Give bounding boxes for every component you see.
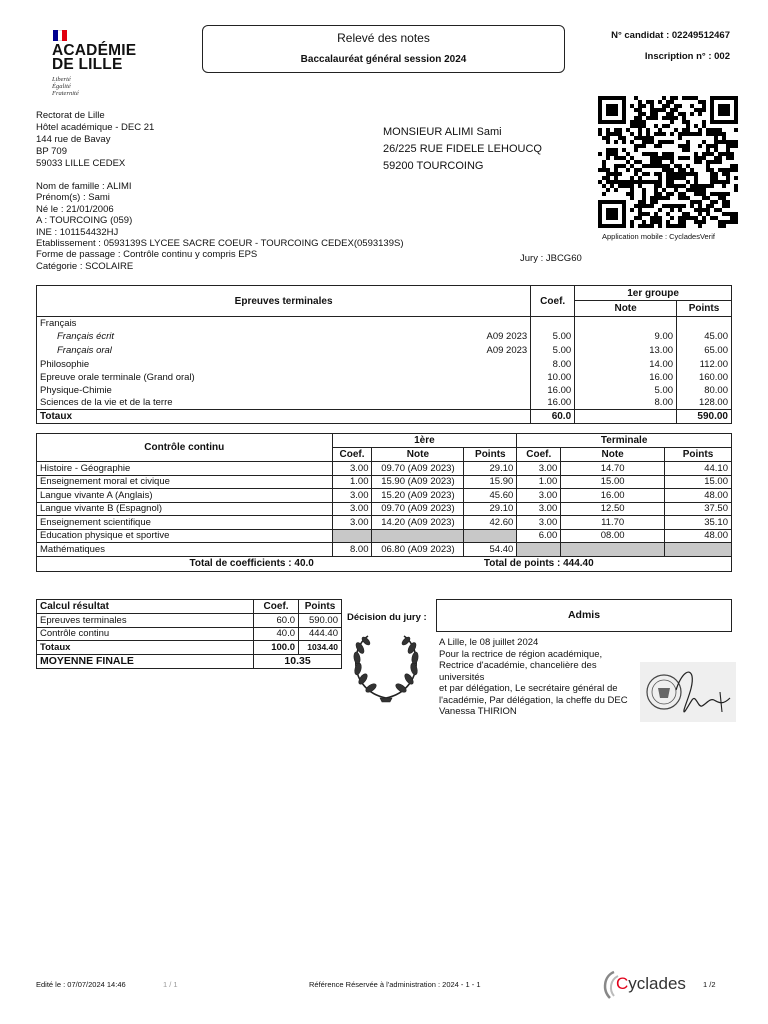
footer-reference: Référence Réservée à l'administration : 2024 - 1 - 1: [309, 980, 481, 989]
jury-code: Jury : JBCG60: [520, 253, 582, 264]
table-row: Epreuve orale terminale (Grand oral) 10.00 16.00 160.00: [37, 371, 732, 384]
candidate-identity: [36, 181, 403, 272]
official-stamp-and-signature-icon: [640, 662, 736, 722]
table-row: Philosophie 8.00 14.00 112.00: [37, 358, 732, 371]
qr-caption: Application mobile : CycladesVerif: [602, 232, 715, 241]
page-number: 1 /2: [703, 980, 716, 989]
document-subtitle: Baccalauréat général session 2024: [300, 54, 467, 65]
total-coefficients: Total de coefficients : 40.0: [37, 556, 464, 571]
signatory-name: Vanessa THIRION: [439, 706, 517, 717]
header-terminale: Terminale: [517, 434, 732, 448]
section-francais: Français: [37, 317, 531, 330]
footer-page-small: 1 / 1: [163, 980, 178, 989]
table-total-row: [37, 410, 732, 424]
cyclades-logo: [600, 968, 692, 1002]
controle-continu-table: Contrôle continu 1ère Terminale Coef. Note Points Coef. Note Points Histoire - Géographie 3.00 09.70 (A09 2023) 29.10 3.00 14.70 44.10 Enseignement moral et civique 1.00 15.90 (A09 2023) 15.90 1.00 15.00 15.00 Langue vivante A (Anglais) 3.00 15.20 (A09 2023) 45.60 3.00 16.00 48.00 Langue vivante B (Espagnol) 3.00 09.70 (A09 2023) 29.10 3.00 12.50 37.50 Enseignement scientifique 3.00 14.20 (A09 2023) 42.60 3.00 11.70 35.10 Education physique et sportive 6.00 08.00 48.00 Mathématiques 8.00 06.80 (A09 2023) 54.40 Total de coefficients : 40.0 Total de points : 444.40: [36, 433, 732, 572]
table-total-row: [37, 556, 732, 571]
total-coef: 60.0: [531, 410, 575, 424]
laurel-seal-icon: [346, 628, 426, 704]
marianne-flag-icon: [53, 30, 67, 41]
identity-forme: Forme de passage : Contrôle continu y compris EPS: [36, 249, 258, 261]
signature-block: A Lille, le 08 juillet 2024 Pour la rectrice de région académique, Rectrice d'académie, chancelière des universités et par délégation, Le secrétaire général de l'académie, Par délégation, la cheffe du DEC Vanessa THIRION: [439, 637, 639, 718]
header-points: Points: [677, 301, 732, 317]
header-premiere: 1ère: [332, 434, 517, 448]
footer-edited-date: Edité le : 07/07/2024 14:46: [36, 980, 126, 989]
total-points: 590.00: [677, 410, 732, 424]
identity-nom: Nom de famille : ALIMI: [36, 181, 132, 192]
header-coef: Coef.: [531, 286, 575, 317]
table-row: Epreuves terminales 60.0 590.00: [37, 614, 342, 628]
cyclades-brand: Cyclades: [616, 974, 686, 993]
header-calcul: Calcul résultat: [37, 600, 254, 614]
total-points-controle: Total de points : 444.40: [464, 556, 732, 571]
candidate-number: N° candidat : 02249512467: [611, 30, 730, 41]
table-row: Langue vivante B (Espagnol) 3.00 09.70 (A09 2023) 29.10 3.00 12.50 37.50: [37, 502, 732, 516]
table-row: Langue vivante A (Anglais) 3.00 15.20 (A09 2023) 45.60 3.00 16.00 48.00: [37, 489, 732, 503]
table-row: Sciences de la vie et de la terre 16.00 8.00 128.00: [37, 397, 732, 410]
table-row: Mathématiques 8.00 06.80 (A09 2023) 54.40: [37, 543, 732, 557]
identity-prenom: Prénom(s) : Sami: [36, 192, 110, 204]
academie-logo: [52, 30, 142, 97]
epreuves-terminales-table: [36, 285, 732, 424]
calcul-resultat-table: Calcul résultat Coef. Points Epreuves terminales 60.0 590.00 Contrôle continu 40.0 444.40 Totaux 100.0 1034.40 MOYENNE FINALE 10.35: [36, 599, 342, 669]
header-controle: Contrôle continu: [37, 434, 333, 462]
table-row: [37, 317, 732, 330]
header-first-group: 1er groupe: [575, 286, 732, 301]
recipient-address: MONSIEUR ALIMI Sami 26/225 RUE FIDELE LEHOUCQ 59200 TOURCOING: [383, 126, 542, 172]
inscription-number: Inscription n° : 002: [644, 51, 730, 62]
identity-lieu: A : TOURCOING (059): [36, 215, 133, 227]
decision-label: Décision du jury :: [347, 612, 427, 623]
academie-name-line1: ACADÉMIE: [52, 42, 137, 59]
header-epreuves: Epreuves terminales: [37, 286, 531, 317]
identity-etablissement: Etablissement : 0593139S LYCEE SACRE COEUR - TOURCOING CEDEX(0593139S): [36, 238, 404, 250]
rectorat-address: Rectorat de Lille Hôtel académique - DEC 21 144 rue de Bavay BP 709 59033 LILLE CEDEX: [36, 110, 155, 169]
document-title-box: [202, 25, 565, 73]
header-note: Note: [575, 301, 677, 317]
identity-ne-le: Né le : 21/01/2006: [36, 203, 114, 215]
qr-code-icon: [598, 96, 738, 228]
table-row: Enseignement scientifique 3.00 14.20 (A09 2023) 42.60 3.00 11.70 35.10: [37, 516, 732, 530]
moyenne-row: [37, 654, 342, 668]
decision-result: Admis: [436, 599, 732, 632]
table-row: Contrôle continu 40.0 444.40: [37, 627, 342, 641]
moyenne-label: MOYENNE FINALE: [37, 654, 254, 668]
moyenne-value: 10.35: [254, 654, 342, 668]
document-title: Relevé des notes: [337, 31, 430, 45]
table-total-row: Totaux 100.0 1034.40: [37, 641, 342, 655]
identity-ine: INE : 101154432HJ: [36, 226, 119, 238]
table-row: Education physique et sportive 6.00 08.00 48.00: [37, 529, 732, 543]
table-row: Physique-Chimie 16.00 5.00 80.00: [37, 384, 732, 397]
total-label: Totaux: [37, 410, 531, 424]
identity-categorie: Catégorie : SCOLAIRE: [36, 260, 134, 272]
table-row: Histoire - Géographie 3.00 09.70 (A09 2023) 29.10 3.00 14.70 44.10: [37, 462, 732, 476]
academie-motto: Liberté Égalité Fraternité: [52, 76, 79, 97]
academie-name-line2: DE LILLE: [52, 56, 123, 73]
table-row: Enseignement moral et civique 1.00 15.90 (A09 2023) 15.90 1.00 15.00 15.00: [37, 475, 732, 489]
table-row: Français écrit A09 2023 5.00 9.00 45.00: [37, 330, 732, 344]
table-row: Français oral A09 2023 5.00 13.00 65.00: [37, 344, 732, 358]
